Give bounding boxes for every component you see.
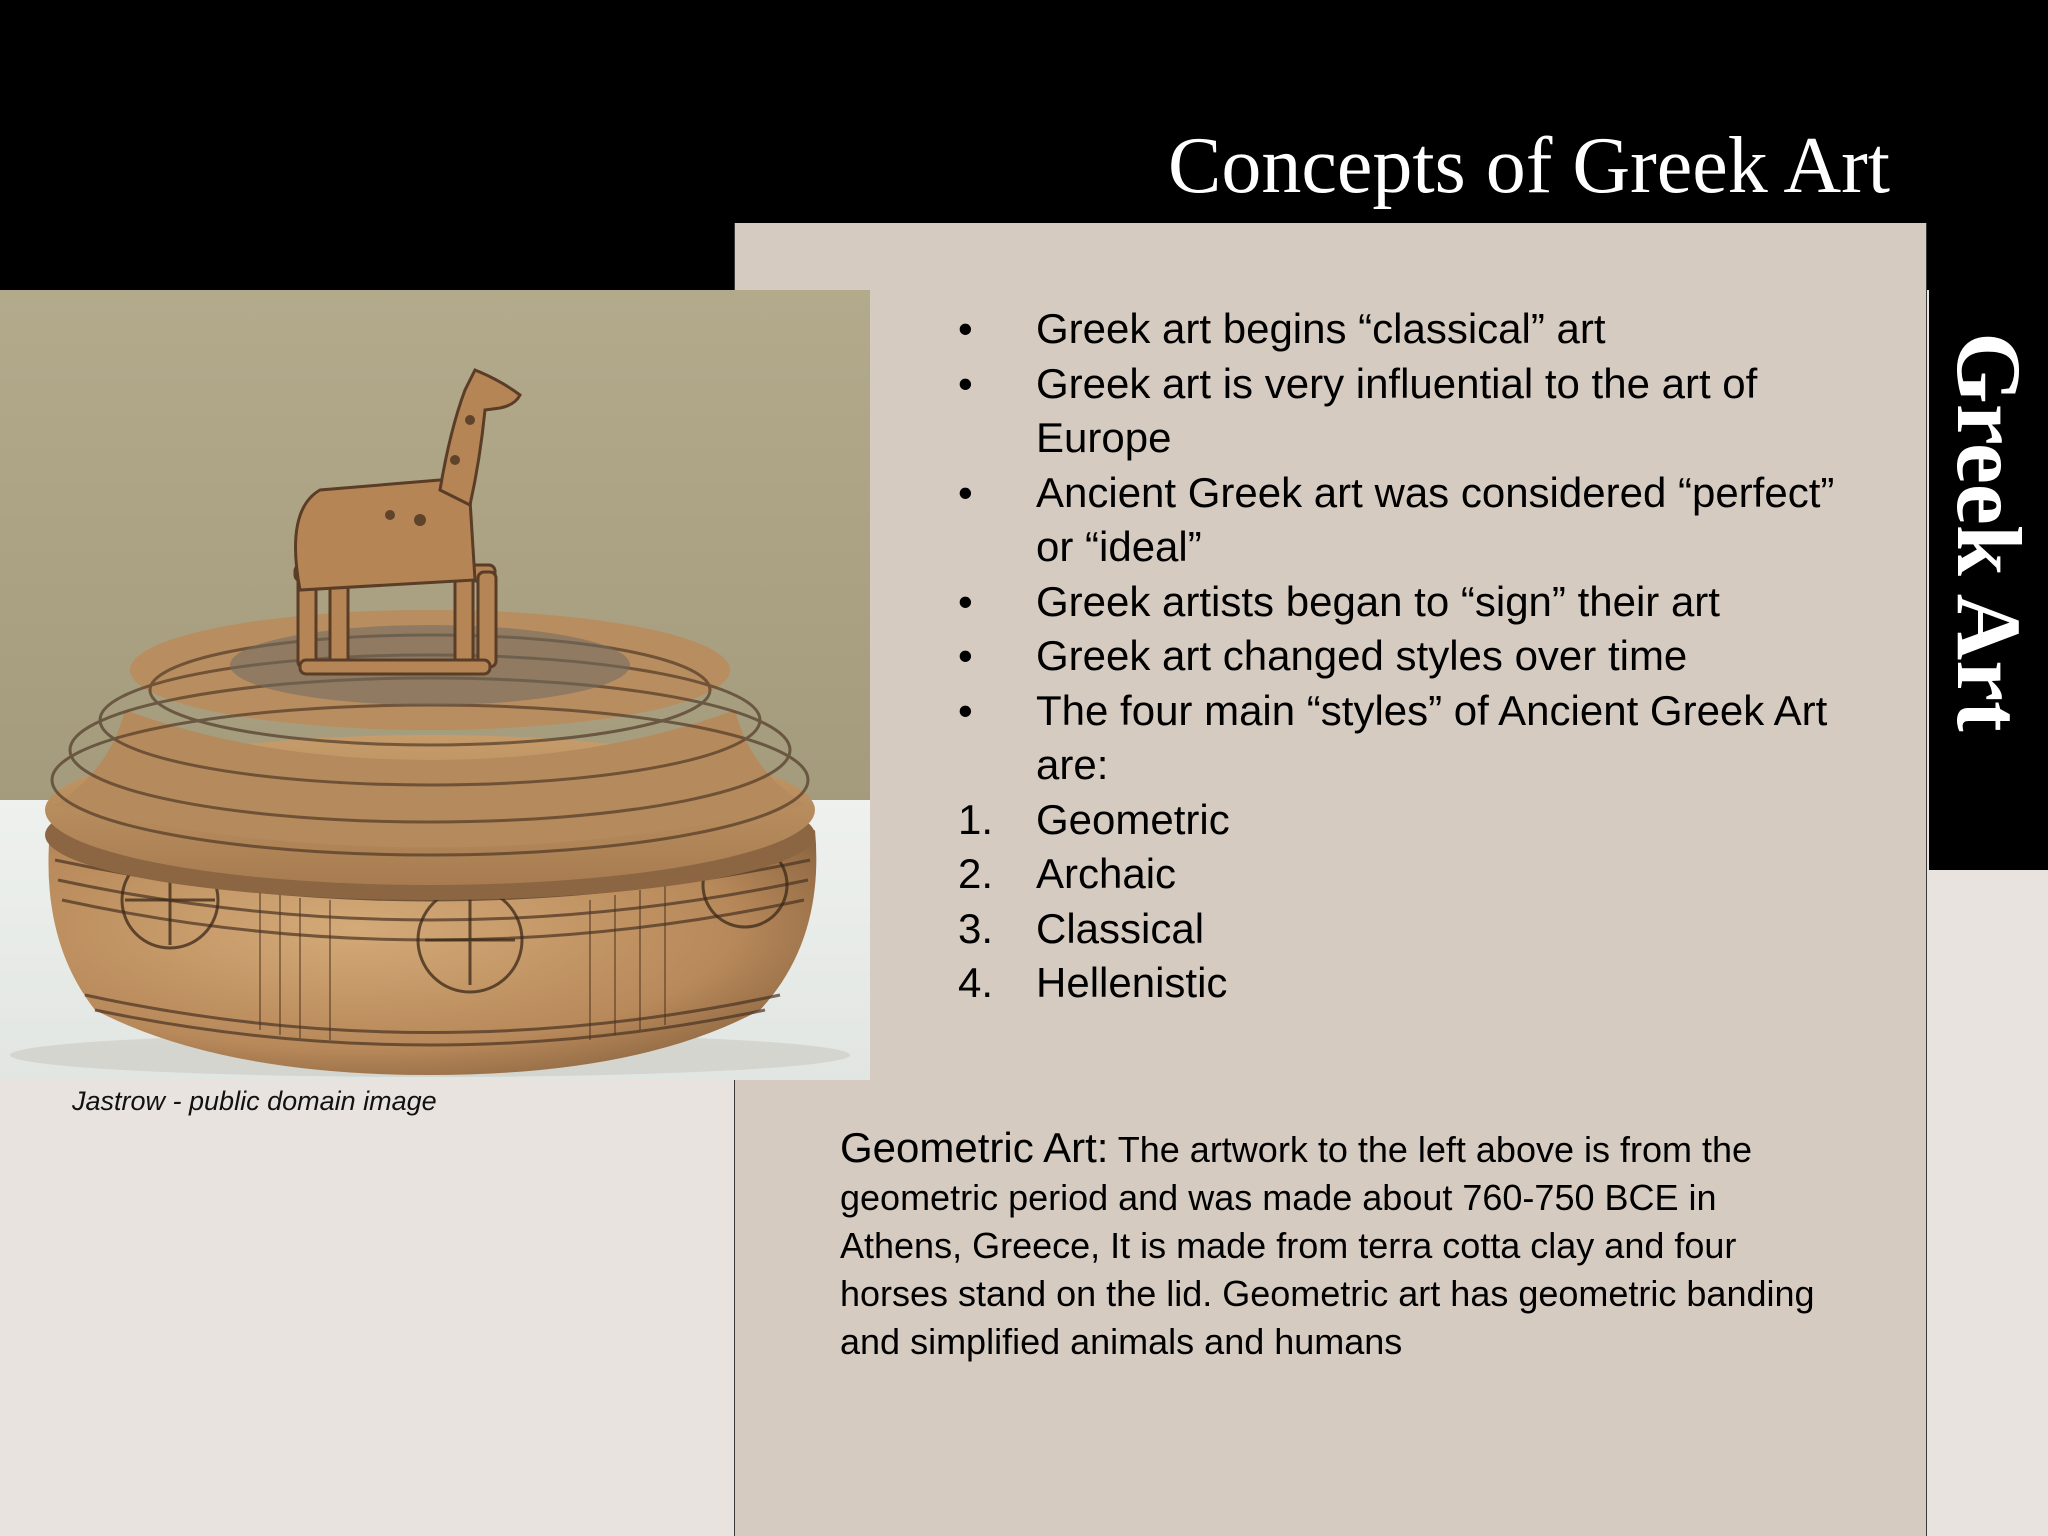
- list-item-text: Greek artists began to “sign” their art: [1036, 577, 1720, 625]
- list-item-text: Greek art is very influential to the art of Europe: [1036, 359, 1758, 461]
- side-label: [1929, 222, 2048, 842]
- list-item: [958, 956, 1858, 1011]
- list-item-text: Classical: [1036, 904, 1205, 952]
- bullet-marker: •: [958, 305, 973, 352]
- list-item: [958, 357, 1858, 466]
- bullet-marker: •: [958, 632, 973, 679]
- list-item-text: Geometric: [1036, 795, 1230, 843]
- bullet-list: [958, 302, 1858, 1011]
- description-paragraph: [840, 1124, 1840, 1366]
- list-item-text: Hellenistic: [1036, 959, 1228, 1006]
- list-item: [958, 793, 1858, 848]
- slide-title: Concepts of Greek Art: [1167, 122, 1890, 210]
- list-item: [958, 629, 1858, 684]
- list-item: [958, 847, 1858, 902]
- description-lead: Geometric Art:: [840, 1124, 1109, 1171]
- list-item: [958, 466, 1858, 575]
- list-item-text: Greek art changed styles over time: [1036, 632, 1688, 679]
- list-item: [958, 575, 1858, 630]
- bullet-marker: •: [958, 686, 973, 734]
- list-item: [958, 302, 1858, 357]
- bullet-marker: •: [958, 359, 973, 407]
- number-marker: 3.: [958, 904, 994, 952]
- number-marker: 1.: [958, 795, 994, 843]
- number-marker: 2.: [958, 850, 994, 897]
- side-label-text: Greek Art: [1937, 332, 2040, 732]
- list-item: [958, 902, 1858, 957]
- description-text: The artwork to the left above is from the geometric period and was made about 760-750 BCE in Athens, Greece, It is made from terra cotta clay and four horses stand on the lid. Geometric art has geometric banding and simplified animals and humans: [840, 1129, 1815, 1362]
- list-item-text: Greek art begins “classical” art: [1036, 305, 1606, 352]
- list-item: [958, 684, 1858, 793]
- list-item-text: Ancient Greek art was considered “perfect” or “ideal”: [1036, 468, 1835, 570]
- bullet-marker: •: [958, 468, 973, 516]
- pyxis-photo: [0, 290, 870, 1080]
- list-item-text: Archaic: [1036, 850, 1177, 897]
- number-marker: 4.: [958, 959, 994, 1006]
- image-credit: Jastrow - public domain image: [72, 1086, 437, 1116]
- bullet-marker: •: [958, 577, 973, 625]
- list-item-text: The four main “styles” of Ancient Greek Art are:: [1036, 686, 1828, 788]
